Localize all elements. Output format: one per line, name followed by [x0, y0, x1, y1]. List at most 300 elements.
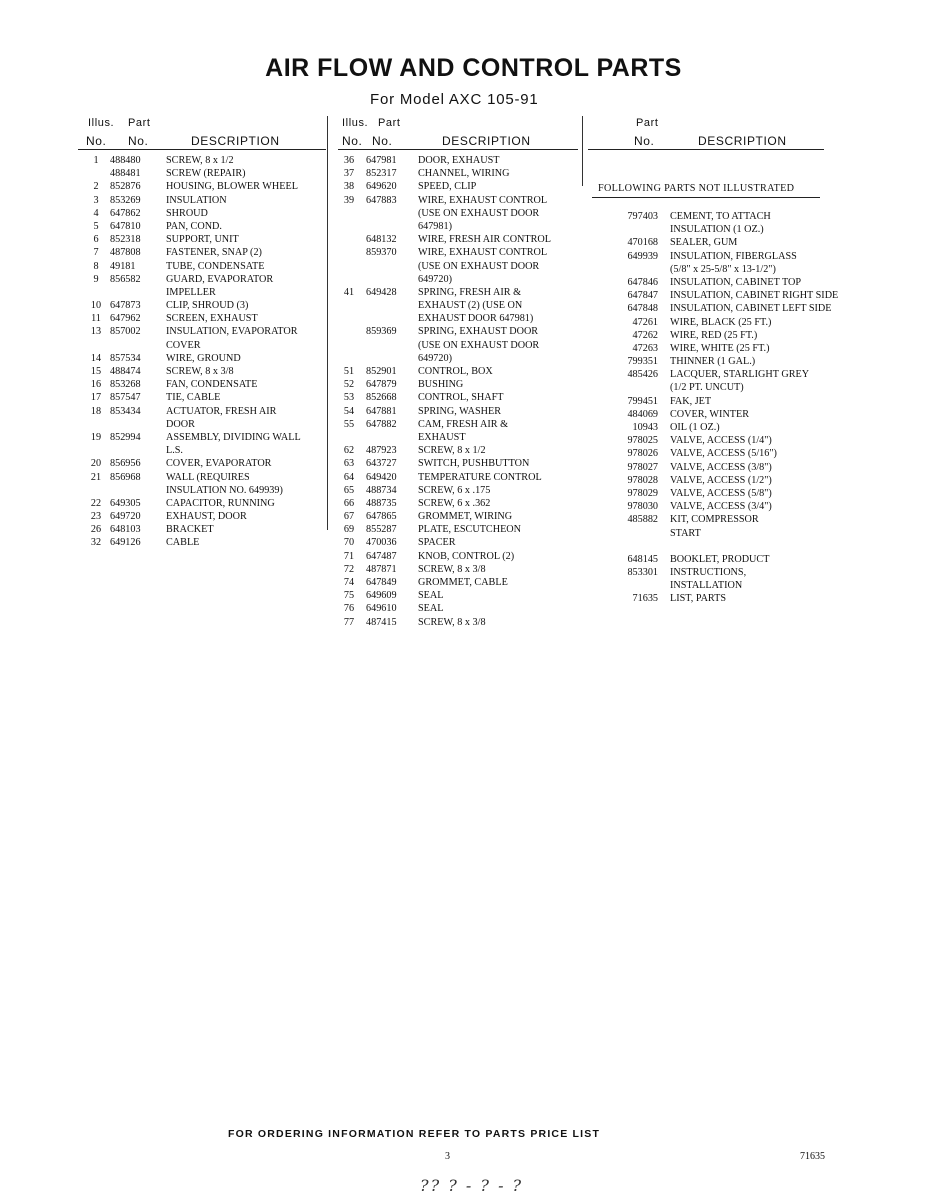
part-number: 857534: [110, 352, 141, 364]
part-number: 647873: [110, 300, 141, 312]
part-description: GROMMET, CABLE: [418, 577, 508, 588]
part-row: [338, 431, 578, 444]
part-description: WIRE, BLACK (25 FT.): [670, 316, 772, 328]
illus-number: 21: [90, 471, 102, 483]
illus-number: 70: [343, 537, 355, 549]
part-description: ASSEMBLY, DIVIDING WALL: [166, 431, 301, 443]
part-description: SEAL: [418, 590, 444, 602]
part-description: VALVE, ACCESS (1/4"): [670, 435, 772, 447]
part-row: [86, 273, 326, 286]
part-row: [338, 246, 578, 259]
header-rule: [588, 149, 824, 150]
handwritten-note: ?? ? - ? - ?: [420, 1176, 524, 1195]
part-number: 978029: [627, 487, 658, 499]
part-description: FAN, CONDENSATE: [166, 379, 258, 391]
part-number: 47262: [632, 329, 658, 341]
illus-number: 75: [343, 590, 355, 602]
part-description: VALVE, ACCESS (3/8"): [670, 461, 772, 473]
part-description: INSULATION, CABINET LEFT SIDE: [670, 303, 832, 315]
part-number: 647846: [627, 276, 658, 288]
part-description: CONTROL, BOX: [418, 366, 493, 377]
part-number: 647849: [366, 577, 397, 588]
part-description: SEALER, GUM: [670, 237, 738, 249]
illus-label: Illus.: [88, 117, 115, 129]
part-row: [86, 194, 326, 207]
description-label: DESCRIPTION: [698, 134, 787, 148]
part-row: [338, 312, 578, 325]
part-number: 852318: [110, 234, 141, 246]
part-row: [596, 329, 886, 342]
part-number: 470036: [366, 537, 397, 549]
part-row: [338, 220, 578, 233]
part-row: [86, 220, 326, 233]
page-title: AIR FLOW AND CONTROL PARTS: [265, 54, 682, 82]
part-number: 978030: [627, 501, 658, 513]
part-number: 978027: [627, 461, 658, 473]
part-number: 647962: [110, 313, 141, 325]
part-row: [338, 471, 578, 484]
part-number: 487871: [366, 563, 397, 575]
part-description: INSTALLATION: [670, 580, 743, 592]
part-description: SEAL: [418, 603, 444, 615]
part-description: BRACKET: [166, 524, 214, 536]
illus-number: 52: [343, 379, 355, 391]
part-row: [338, 510, 578, 523]
part-description: WALL (REQUIRES: [166, 471, 250, 483]
part-row: [338, 405, 578, 418]
part-number: 648132: [366, 234, 397, 246]
part-description: (USE ON EXHAUST DOOR: [418, 207, 540, 219]
part-row: [596, 289, 886, 302]
illus-number: 19: [90, 431, 102, 443]
part-number: 485882: [627, 514, 658, 526]
part-row: [338, 602, 578, 615]
part-row: [596, 236, 886, 249]
column-3-header: [596, 114, 876, 150]
part-number: 49181: [110, 260, 136, 272]
ordering-info-footer: FOR ORDERING INFORMATION REFER TO PARTS PRICE LIST: [228, 1128, 601, 1140]
description-label: DESCRIPTION: [442, 134, 531, 148]
part-description: START: [670, 527, 701, 539]
part-description: CHANNEL, WIRING: [418, 168, 510, 180]
part-number: 71635: [632, 593, 658, 605]
part-row: [338, 523, 578, 536]
part-number: 647981: [366, 155, 397, 166]
illus-number: 13: [90, 326, 102, 338]
part-description: 649720): [418, 352, 452, 364]
part-row: [86, 154, 326, 167]
part-number: 859370: [366, 247, 397, 259]
part-number: 470168: [627, 237, 658, 249]
part-description: SCREEN, EXHAUST: [166, 313, 258, 325]
part-description: CEMENT, TO ATTACH: [670, 211, 771, 222]
illus-number: 54: [343, 405, 355, 417]
part-number: 853301: [627, 567, 658, 579]
part-number: 647848: [627, 303, 658, 315]
part-number: 47263: [632, 342, 658, 354]
parts-list: [338, 154, 578, 629]
part-row: [338, 352, 578, 365]
part-row: [596, 553, 886, 566]
part-description: EXHAUST, DOOR: [166, 511, 247, 523]
parts-column-3: [596, 114, 876, 150]
part-number: 852317: [366, 168, 397, 180]
illus-number: 37: [343, 168, 355, 180]
model-subtitle: For Model AXC 105-91: [370, 91, 539, 108]
column-divider: [327, 116, 328, 530]
part-number: 488734: [366, 484, 397, 496]
part-number: 485426: [627, 369, 658, 381]
part-description: BOOKLET, PRODUCT: [670, 553, 770, 565]
illus-number: 72: [343, 563, 355, 575]
part-number: 488481: [110, 168, 141, 180]
parts-list: [86, 154, 326, 550]
part-description: EXHAUST (2) (USE ON: [418, 300, 523, 312]
part-number: 856582: [110, 273, 141, 285]
illus-number: 38: [343, 181, 355, 193]
illus-number: 15: [90, 366, 102, 377]
part-row: [86, 510, 326, 523]
part-description: KIT, COMPRESSOR: [670, 514, 759, 526]
part-description: SPEED, CLIP: [418, 181, 477, 193]
part-row: [86, 365, 326, 378]
illus-number: 32: [90, 537, 102, 549]
part-description: PAN, COND.: [166, 220, 222, 232]
part-description: (1/2 PT. UNCUT): [670, 382, 744, 394]
part-number: 647865: [366, 511, 397, 523]
illus-label: Illus.: [342, 117, 369, 129]
part-description: COVER: [166, 339, 201, 351]
part-number: 799351: [627, 356, 658, 368]
part-number: 488735: [366, 497, 397, 509]
part-description: COVER, WINTER: [670, 408, 750, 420]
part-number: 852876: [110, 181, 141, 193]
part-description: SWITCH, PUSHBUTTON: [418, 458, 530, 470]
part-row: [338, 576, 578, 589]
part-row: [596, 302, 886, 315]
part-number: 857002: [110, 326, 141, 338]
illus-number: 39: [343, 194, 355, 206]
part-description: FASTENER, SNAP (2): [166, 247, 262, 259]
part-description: SUPPORT, UNIT: [166, 234, 239, 246]
part-description: CONTROL, SHAFT: [418, 392, 504, 404]
part-row: [338, 325, 578, 338]
part-row: [86, 339, 326, 352]
part-description: INSULATION (1 OZ.): [670, 224, 764, 236]
illus-number: 14: [90, 352, 102, 364]
illus-number: 67: [343, 511, 355, 523]
part-description: INSULATION NO. 649939): [166, 484, 283, 496]
part-number: 649609: [366, 590, 397, 602]
part-number: 853268: [110, 379, 141, 391]
part-description: SCREW, 6 x .362: [418, 497, 491, 509]
part-description: CAPACITOR, RUNNING: [166, 497, 275, 509]
part-row: [86, 497, 326, 510]
part-number: 799451: [627, 395, 658, 407]
part-description: WIRE, RED (25 FT.): [670, 329, 758, 341]
part-row: [338, 339, 578, 352]
part-description: (5/8" x 25-5/8" x 13-1/2"): [670, 263, 776, 275]
part-row: [338, 233, 578, 246]
part-row: [86, 523, 326, 536]
part-number: 852994: [110, 431, 141, 443]
part-description: COVER, EVAPORATOR: [166, 458, 272, 470]
illus-number: 18: [90, 405, 102, 417]
part-description: CLIP, SHROUD (3): [166, 300, 249, 312]
part-row: [86, 299, 326, 312]
part-description: DOOR: [166, 418, 195, 430]
part-number: 649428: [366, 286, 397, 298]
part-number: 487808: [110, 247, 141, 259]
illus-number: 17: [90, 392, 102, 404]
part-row: [86, 312, 326, 325]
part-description: CAM, FRESH AIR &: [418, 418, 509, 430]
part-number: 647882: [366, 418, 397, 430]
illus-number: 66: [343, 497, 355, 509]
parts-list: [596, 210, 886, 606]
illus-number: 63: [343, 458, 355, 470]
part-number: 488474: [110, 366, 141, 377]
part-row: [338, 484, 578, 497]
part-label: Part: [378, 117, 401, 129]
part-row: [338, 536, 578, 549]
part-description: SCREW, 8 x 3/8: [418, 563, 486, 575]
illus-number: 6: [93, 234, 99, 246]
part-row: [86, 405, 326, 418]
part-description: CABLE: [166, 537, 200, 549]
part-row: [596, 513, 886, 526]
illus-number: 65: [343, 484, 355, 496]
part-row: [86, 431, 326, 444]
parts-column-1: [86, 114, 326, 549]
part-row: [596, 342, 886, 355]
part-description: HOUSING, BLOWER WHEEL: [166, 181, 298, 193]
document-number: 71635: [800, 1151, 825, 1162]
part-row: [86, 391, 326, 404]
illus-number: 16: [90, 379, 102, 391]
part-row: [338, 154, 578, 167]
part-row: [338, 180, 578, 193]
page-number: 3: [445, 1151, 450, 1162]
part-number: 649305: [110, 497, 141, 509]
illus-number: 26: [90, 524, 102, 536]
part-number: 649939: [627, 250, 658, 262]
illus-number: 62: [343, 445, 355, 457]
illus-number: 9: [93, 273, 99, 285]
part-row: [86, 418, 326, 431]
part-number: 649620: [366, 181, 397, 193]
part-description: TEMPERATURE CONTROL: [418, 471, 542, 483]
part-description: WIRE, EXHAUST CONTROL: [418, 247, 548, 259]
part-description: SCREW, 8 x 3/8: [166, 366, 234, 377]
part-row: [86, 286, 326, 299]
illus-number: 76: [343, 603, 355, 615]
part-row: [86, 233, 326, 246]
part-row: [86, 444, 326, 457]
part-description: GUARD, EVAPORATOR: [166, 273, 274, 285]
part-number: 649126: [110, 537, 141, 549]
part-row: [86, 471, 326, 484]
part-number: 853434: [110, 405, 141, 417]
part-row: [338, 207, 578, 220]
part-description: VALVE, ACCESS (5/16"): [670, 448, 777, 460]
part-row: [86, 207, 326, 220]
part-number: 856968: [110, 471, 141, 483]
part-row: [338, 299, 578, 312]
part-description: LIST, PARTS: [670, 593, 726, 605]
part-row: [596, 527, 886, 540]
part-description: WIRE, FRESH AIR CONTROL: [418, 234, 552, 246]
part-row: [338, 563, 578, 576]
illus-number: 77: [343, 616, 355, 628]
part-number: 47261: [632, 316, 658, 328]
part-row: [338, 194, 578, 207]
part-row: [596, 434, 886, 447]
part-description: WIRE, GROUND: [166, 352, 241, 364]
part-number: 487923: [366, 445, 397, 457]
part-no-label: No.: [372, 134, 393, 148]
part-description: INSULATION: [166, 194, 227, 206]
part-number: 859369: [366, 326, 397, 338]
illus-number: 7: [93, 247, 99, 259]
part-row: [86, 246, 326, 259]
part-row: [86, 180, 326, 193]
part-number: 857547: [110, 392, 141, 404]
part-number: 978025: [627, 435, 658, 447]
illus-number: 22: [90, 497, 102, 509]
illus-number: 8: [93, 260, 99, 272]
illus-number: 20: [90, 458, 102, 470]
part-description: INSULATION, FIBERGLASS: [670, 250, 797, 262]
part-description: (USE ON EXHAUST DOOR: [418, 260, 540, 272]
illus-number: 36: [343, 155, 355, 166]
part-row: [596, 316, 886, 329]
part-description: SPRING, EXHAUST DOOR: [418, 326, 539, 338]
illus-number: 11: [91, 313, 101, 325]
part-row: [338, 589, 578, 602]
part-description: EXHAUST DOOR 647981): [418, 313, 534, 325]
part-description: ACTUATOR, FRESH AIR: [166, 405, 277, 417]
part-number: 855287: [366, 524, 397, 536]
part-row: [338, 457, 578, 470]
part-description: EXHAUST: [418, 431, 466, 443]
part-row: [596, 263, 886, 276]
part-number: 649720: [110, 511, 141, 523]
illus-number: 3: [93, 194, 99, 206]
part-row: [338, 167, 578, 180]
part-description: FAK, JET: [670, 395, 712, 407]
part-row: [596, 381, 886, 394]
part-description: SPRING, WASHER: [418, 405, 502, 417]
part-description: GROMMET, WIRING: [418, 511, 513, 523]
part-description: TIE, CABLE: [166, 392, 221, 404]
part-row: [338, 391, 578, 404]
not-illustrated-label: FOLLOWING PARTS NOT ILLUSTRATED: [598, 183, 795, 194]
part-description: OIL (1 OZ.): [670, 422, 720, 433]
part-description: KNOB, CONTROL (2): [418, 550, 515, 562]
part-row: [596, 592, 886, 605]
illus-number: 71: [343, 550, 355, 562]
part-description: VALVE, ACCESS (5/8"): [670, 487, 772, 499]
illus-number: 10: [90, 300, 102, 312]
part-description: 647981): [418, 220, 452, 232]
part-number: 647862: [110, 207, 141, 219]
part-number: 647883: [366, 194, 397, 206]
part-number: 648145: [627, 553, 658, 565]
not-illustrated-parts: [596, 210, 886, 606]
part-row: [596, 250, 886, 263]
column-divider: [582, 116, 583, 186]
part-row: [596, 355, 886, 368]
illus-number: 2: [93, 181, 99, 193]
part-number: 487415: [366, 616, 397, 628]
not-illustrated-rule: [592, 197, 820, 198]
description-label: DESCRIPTION: [191, 134, 280, 148]
part-row: [86, 484, 326, 497]
illus-no-label: No.: [342, 134, 363, 148]
part-number: 643727: [366, 458, 397, 470]
part-row: [86, 536, 326, 549]
part-number: 649610: [366, 603, 397, 615]
part-number: 797403: [627, 211, 658, 222]
part-row: [596, 368, 886, 381]
part-row: [596, 500, 886, 513]
column-1-header: [86, 114, 326, 150]
part-number: 852901: [366, 366, 397, 377]
part-description: LACQUER, STARLIGHT GREY: [670, 369, 810, 381]
part-row: [596, 540, 886, 553]
illus-number: 41: [343, 286, 355, 298]
part-row: [338, 550, 578, 563]
illus-number: 53: [343, 392, 355, 404]
part-description: THINNER (1 GAL.): [670, 356, 756, 368]
part-row: [596, 223, 886, 236]
part-no-label: No.: [128, 134, 149, 148]
part-description: INSULATION, CABINET TOP: [670, 276, 802, 288]
part-row: [338, 616, 578, 629]
part-label: Part: [128, 117, 151, 129]
part-number: 10943: [632, 422, 658, 433]
part-row: [338, 365, 578, 378]
part-row: [338, 273, 578, 286]
part-description: SCREW (REPAIR): [166, 168, 246, 180]
part-description: L.S.: [166, 445, 183, 457]
part-number: 978028: [627, 474, 658, 486]
part-description: WIRE, EXHAUST CONTROL: [418, 194, 548, 206]
part-description: SCREW, 8 x 3/8: [418, 616, 486, 628]
part-row: [596, 579, 886, 592]
part-description: PLATE, ESCUTCHEON: [418, 524, 522, 536]
part-number: 488480: [110, 155, 141, 166]
part-label: Part: [636, 117, 659, 129]
part-description: SCREW, 8 x 1/2: [418, 445, 486, 457]
part-description: INSTRUCTIONS,: [670, 567, 747, 579]
parts-column-2: [338, 114, 578, 628]
header-rule: [78, 149, 326, 150]
part-description: BUSHING: [418, 379, 464, 391]
part-number: 853269: [110, 194, 141, 206]
part-number: 649420: [366, 471, 397, 483]
part-row: [338, 378, 578, 391]
illus-number: 23: [90, 511, 102, 523]
part-description: DOOR, EXHAUST: [418, 155, 500, 166]
part-row: [596, 408, 886, 421]
part-description: VALVE, ACCESS (1/2"): [670, 474, 772, 486]
column-2-header: [338, 114, 578, 150]
part-description: (USE ON EXHAUST DOOR: [418, 339, 540, 351]
header-rule: [338, 149, 578, 150]
part-number: 647879: [366, 379, 397, 391]
